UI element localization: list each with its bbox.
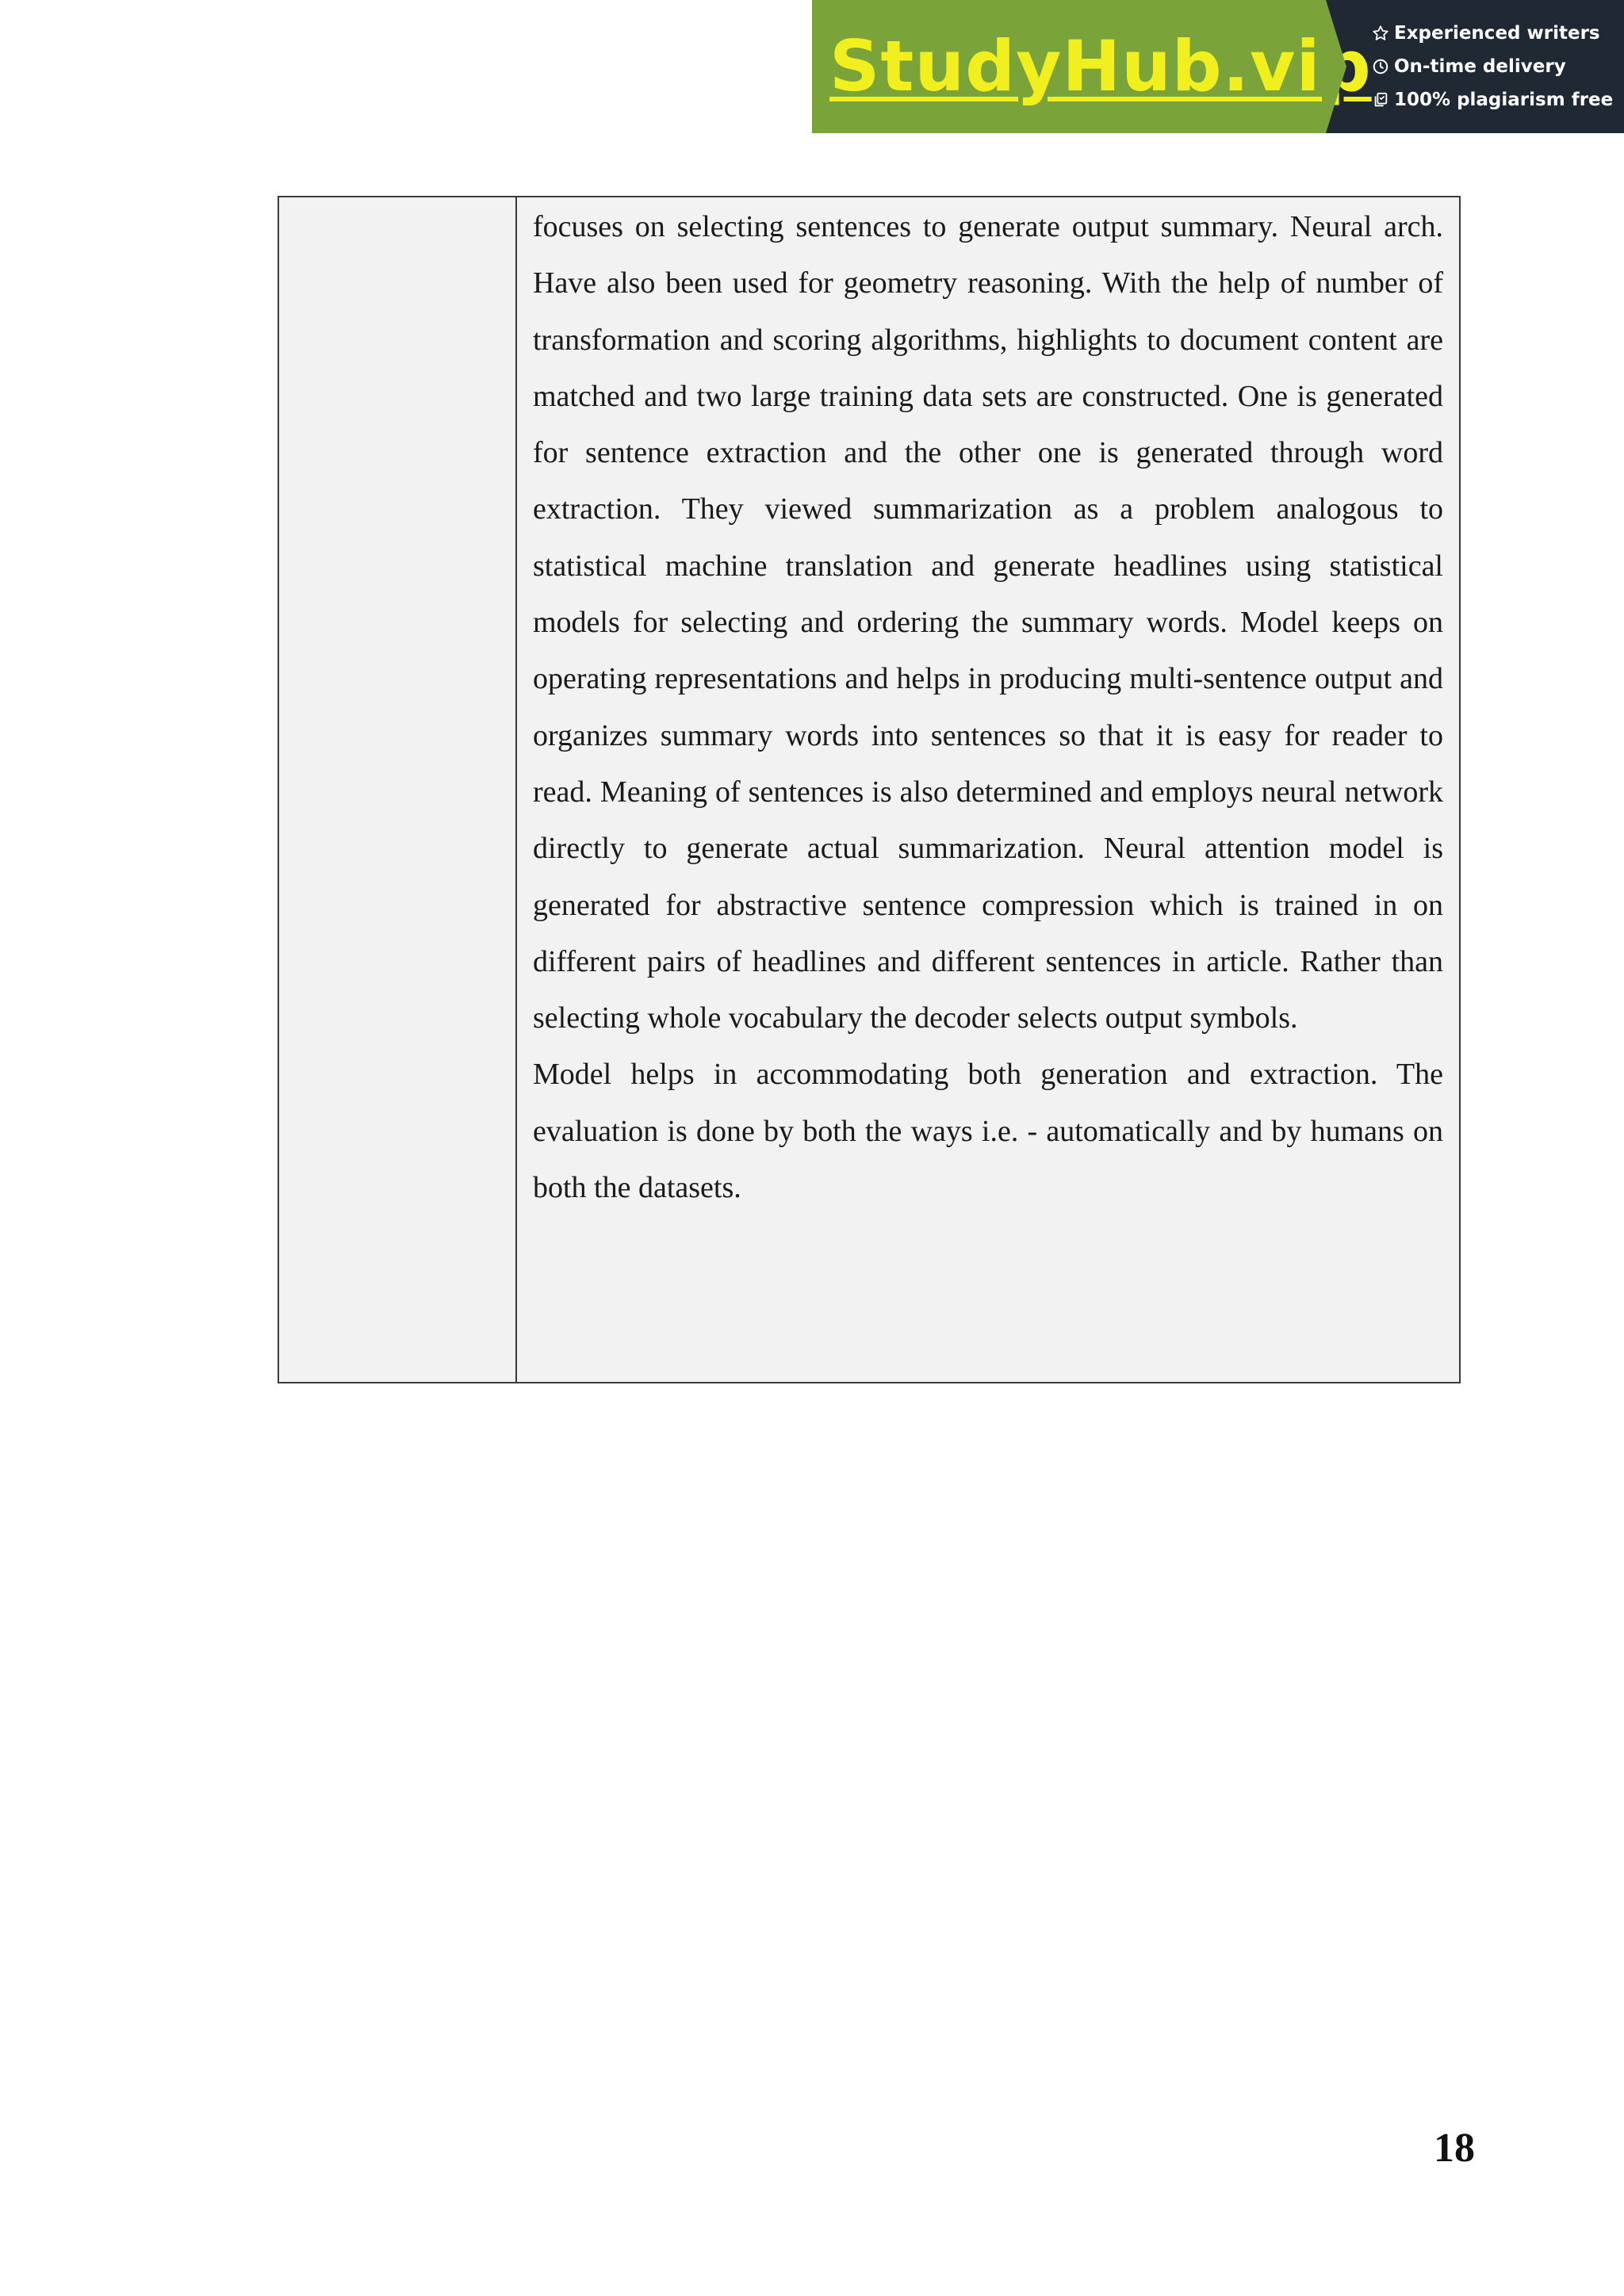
feature-label: 100% plagiarism free bbox=[1394, 90, 1614, 110]
paragraph: Model helps in accommodating both generation and extraction. The evaluation is done by both the ways i.e. - automatically and by humans on both the datasets. bbox=[533, 1058, 1443, 1205]
ad-banner[interactable] bbox=[812, 0, 1624, 133]
copy-icon bbox=[1372, 91, 1389, 109]
feature-item bbox=[1372, 21, 1624, 46]
clock-icon bbox=[1372, 58, 1389, 75]
table-cell-right bbox=[517, 197, 1459, 1382]
paragraph: focuses on selecting sentences to generate output summary. Neural arch. Have also been used for geometry reasoning. With the help of number of transformation and scoring algorithms, highlights to document content are matched and two large training data sets are constructed. One is generated for sentence extraction and the other one is generated through word extraction. They viewed summarization as a problem analogous to statistical machine translation and generate headlines using statistical models for selecting and ordering the summary words. Model keeps on operating representations and helps in producing multi-sentence output and organizes summary words into sentences so that it is easy for reader to read. Meaning of sentences is also determined and employs neural network directly to generate actual summarization. Neural attention model is generated for abstractive sentence compression which is trained in on different pairs of headlines and different sentences in article. Rather than selecting whole vocabulary the decoder selects output symbols. bbox=[533, 210, 1443, 1035]
content-table bbox=[278, 196, 1461, 1383]
feature-item bbox=[1372, 54, 1624, 79]
brand-panel[interactable] bbox=[812, 0, 1372, 133]
feature-label: Experienced writers bbox=[1394, 23, 1600, 44]
page-number: 18 bbox=[1434, 2126, 1475, 2171]
feature-item bbox=[1372, 87, 1624, 113]
brand-logo[interactable]: StudyHub.vip bbox=[829, 25, 1372, 107]
star-icon bbox=[1372, 25, 1389, 42]
feature-label: On-time delivery bbox=[1394, 56, 1566, 77]
table-cell-left bbox=[279, 197, 517, 1382]
